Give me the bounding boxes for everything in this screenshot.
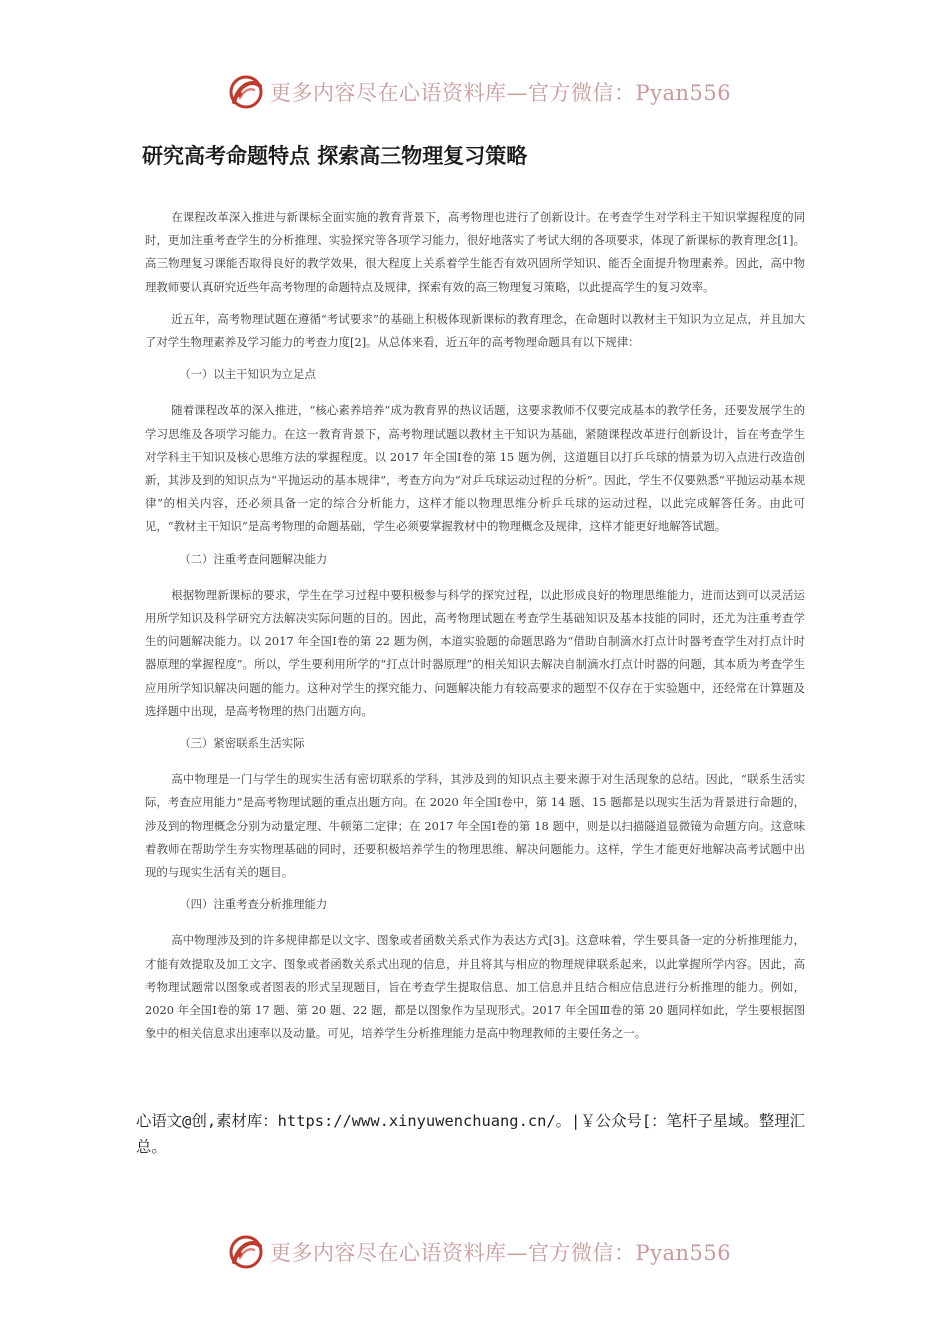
body-paragraph: 高中物理涉及到的许多规律都是以文字、图象或者函数关系式作为表达方式[3]。这意味着，学生要具备一定的分析推理能力，才能有效提取及加工文字、图象或者函数关系式出现的信息，并且将其与相应的物理规律联系起来，以此掌握所学内容。因此，高考物理试题常以图象或者图表的形式呈现题目，旨在考查学生提取信息、加工信息并且结合相应信息进行分析推理的能力。例如，2020 年全国Ⅰ卷的第 17 题、第 20 题、22 题，都是以图象作为呈现形式。2017 年全国Ⅲ卷的第 20 题同样如此，学生要根据图象中的相关信息求出速率以及动量。可见，培养学生分析推理能力是高中物理教师的主要任务之一。	[145, 933, 805, 1041]
body-paragraph: 在课程改革深入推进与新课标全面实施的教育背景下，高考物理也进行了创新设计。在考查学生对学科主干知识掌握程度的同时，更加注重考查学生的分析推理、实验探究等各项学习能力，很好地落实了考试大纲的各项要求，体现了新课标的教育理念[1]。高三物理复习课能否取得良好的教学效果，很大程度上关系着学生能否有效巩固所学知识、能否全面提升物理素养。因此，高中物理教师要认真研究近些年高考物理的命题特点及规律，探索有效的高三物理复习策略，以此提高学生的复习效率。	[145, 210, 805, 294]
body-paragraph: 根据物理新课标的要求，学生在学习过程中要积极参与科学的探究过程，以此形成良好的物理思维能力，进而达到可以灵活运用所学知识及科学研究方法解决实际问题的目的。因此，高考物理试题在考查学生基础知识及基本技能的同时，还尤为注重考查学生的问题解决能力。以 2017 年全国Ⅰ卷的第 22 题为例，本道实验题的命题思路为“借助自制滴水打点计时器考查学生对打点计时器原理的掌握程度”。所以，学生要利用所学的“打点计时器原理”的相关知识去解决自制滴水打点计时器的问题，其本质为考查学生应用所学知识解决问题的能力。这种对学生的探究能力、问题解决能力有较高要求的题型不仅存在于实验题中，还经常在计算题及选择题中出现，是高考物理的热门出题方向。	[145, 587, 805, 718]
leaf-swirl-logo-icon	[226, 1232, 266, 1272]
source-note: 心语文@创,素材库：https://www.xinyuwenchuang.cn/。|￥公众号[：笔杆子星域。整理汇总。	[136, 1112, 806, 1156]
section-heading: （二）注重考查问题解决能力	[179, 551, 328, 566]
section-heading: （三）紧密联系生活实际	[179, 736, 305, 751]
header-banner	[226, 72, 731, 112]
article-title: 研究高考命题特点 探索高三物理复习策略	[142, 144, 528, 168]
article-body	[145, 206, 805, 1055]
section-heading: （四）注重考查分析推理能力	[179, 897, 328, 912]
banner-text: 更多内容尽在心语资料库—官方微信：Pyan556	[270, 1241, 732, 1265]
footer-banner	[226, 1232, 731, 1272]
banner-text: 更多内容尽在心语资料库—官方微信：Pyan556	[270, 81, 732, 105]
leaf-swirl-logo-icon	[226, 72, 266, 112]
body-paragraph: 高中物理是一门与学生的现实生活有密切联系的学科，其涉及到的知识点主要来源于对生活现象的总结。因此，“联系生活实际，考查应用能力”是高考物理试题的重点出题方向。在 2020 年全国Ⅰ卷中，第 14 题、15 题都是以现实生活为背景进行命题的，涉及到的物理概念分别为动量定理、牛顿第二定律；在 2017 年全国Ⅰ卷的第 18 题中，则是以扫描隧道显微镜为命题方向。这意味着教师在帮助学生夯实物理基础的同时，还要积极培养学生的物理思维、解决问题能力。这样，学生才能更好地解决高考试题中出现的与现实生活有关的题目。	[145, 772, 805, 880]
body-paragraph: 近五年，高考物理试题在遵循“考试要求”的基础上积极体现新课标的教育理念，在命题时以教材主干知识为立足点，并且加大了对学生物理素养及学习能力的考查力度[2]。从总体来看，近五年的高考物理命题具有以下规律：	[145, 311, 805, 350]
section-heading: （一）以主干知识为立足点	[179, 367, 316, 382]
body-paragraph: 随着课程改革的深入推进，“核心素养培养”成为教育界的热议话题，这要求教师不仅要完成基本的教学任务，还要发展学生的学习思维及各项学习能力。在这一教育背景下，高考物理试题以教材主干知识为基础，紧随课程改革进行创新设计，旨在考查学生对学科主干知识及核心思维方法的掌握程度。以 2017 年全国Ⅰ卷的第 15 题为例，这道题目以打乒乓球的情景为切入点进行改造创新，其涉及到的知识点为“平抛运动的基本规律”，考查方向为“对乒乓球运动过程的分析”。因此，学生不仅要熟悉“平抛运动基本规律”的相关内容，还必须具备一定的综合分析能力，这样才能以物理思维分析乒乓球的运动过程，以此完成解答任务。由此可见，“教材主干知识”是高考物理的命题基础，学生必须要掌握教材中的物理概念及规律，这样才能更好地解答试题。	[145, 403, 805, 534]
